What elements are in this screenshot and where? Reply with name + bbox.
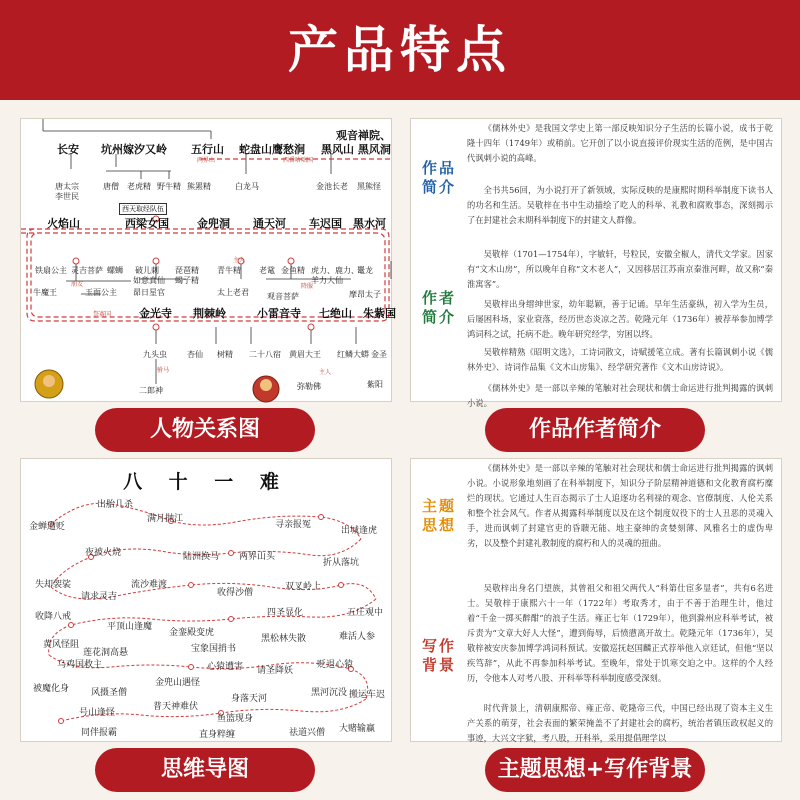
character-name: 黑熊怪 — [357, 182, 381, 191]
relation-tag: 朋友 — [71, 281, 84, 288]
paragraph: 《儒林外史》是一部以辛辣的笔触对社会现状和儒士命运进行批判揭露的讽刺小说。 — [467, 383, 773, 408]
paragraph: 吴敬梓出身缙绅世家，幼年聪颖，善于记诵。早年生活豪纵，初入学为生员，后屡困科场，家业衰落，经历世态炎凉之苦。乾隆元年（1736年）被荐举参加博学鸿词科之试，托病不赴。晚年研究经学，穷困以终。 — [467, 299, 773, 339]
mindmap-node: 失却袈裟 — [35, 580, 72, 590]
character-name: 老虎精 — [127, 182, 151, 191]
character-name: 弥勒佛 — [297, 382, 321, 391]
character-name: 昴日星官 — [133, 288, 165, 297]
character-name: 灵吉菩萨 — [71, 266, 103, 275]
mindmap-node: 夜被火烧 — [85, 548, 122, 558]
author-panel — [410, 118, 782, 408]
mindmap-node: 号山逢怪 — [79, 708, 116, 718]
relation-tag: 降服 — [301, 283, 314, 290]
relations-caption: 人物关系图 — [95, 408, 315, 452]
place-label: 小雷音寺 — [257, 307, 301, 320]
author-intro-tag — [417, 287, 461, 329]
mindmap-node: 鱼篮现身 — [217, 714, 254, 724]
author-caption: 作品作者简介 — [485, 408, 705, 452]
character-name: 白龙马 — [235, 182, 259, 191]
paragraph: 时代背景上，清朝康熙帝、雍正帝、乾隆帝三代，中国已经出现了资本主义生产关系的萌芽，社会表面的繁荣掩盖不了封建社会的腐朽，统治者镇压政权起义的事迹，大兴文字狱，考八股，开科举，采用提倡理学以 — [467, 703, 773, 743]
character-name: 九头虫 — [143, 350, 167, 359]
mindmap-path — [21, 459, 391, 741]
mindmap-node: 金蝉遭贬 — [29, 522, 66, 532]
mindmap-panel — [20, 458, 392, 742]
place-label: 金光寺 — [139, 307, 172, 320]
character-name: 唐僧 — [103, 182, 119, 191]
mindmap-node: 金兜山遇怪 — [155, 678, 201, 688]
mindmap-node: 两界山头 — [239, 552, 276, 562]
place-label: 黑水河 — [353, 217, 386, 230]
mindmap-node: 祛道兴僧 — [289, 728, 326, 738]
character-name: 破儿刺 — [135, 266, 159, 275]
mindmap-node: 折从落坑 — [323, 558, 360, 568]
mindmap-node: 五庄观中 — [347, 608, 384, 618]
relation-tag: 主人 — [319, 369, 332, 376]
character-name: 摩昂太子 — [349, 290, 381, 299]
paragraph: 《儒林外史》是我国文学史上第一部反映知识分子生活的长篇小说，成书于乾隆十四年（1749年）或稍前。它开创了以小说直接评价现实生活的范例，是中国古代讽刺小说的高峰。 — [467, 123, 773, 163]
character-name: 紫阳 — [367, 380, 383, 389]
mindmap-node: 四圣显化 — [267, 608, 304, 618]
mindmap-node: 黄风怪阻 — [43, 640, 80, 650]
character-name: 虎力、鹿力、 — [311, 266, 359, 275]
tag-line: 简介 — [421, 178, 456, 196]
relation-tag: 两界山 — [197, 157, 216, 164]
paragraph: 《儒林外史》是一部以辛辣的笔触对社会现状和儒士命运进行批判揭露的讽刺小说。小说形象地刻画了在科举制度下，知识分子阶层精神道德和文化教育腐朽糜烂的现状。它通过人生百态揭示了士人追逐功名利禄的观念、官僚制度、人伦关系和整个社会风气。作者从揭露科举制度以及在这个制度奴役下的士人丑恶的灵魂入手，进而讽刺了封建官吏的昏聩无能、地主豪绅的贪婪刻薄、风雅名士的虚伪卑劣，以及整个封建礼教制度的腐朽和人的灵魂的扭曲。 — [467, 463, 773, 548]
character-name: 红鳞大蟒 — [337, 350, 369, 359]
relation-tag: 祭赛国 — [93, 311, 112, 318]
mindmap-node: 莲花洞高悬 — [83, 648, 129, 658]
tag-line: 主题 — [421, 497, 456, 515]
relation-tag: 主人 — [233, 257, 246, 264]
work-intro-tag — [417, 157, 461, 199]
mindmap-node: 难活人参 — [339, 632, 376, 642]
mindmap-node: 同伴报霸 — [81, 728, 118, 738]
paragraph: 吴敬梓（1701—1754年），字敏轩，号粒民，安徽全椒人，清代文学家。因家有“文木山房”，所以晚年自称“文木老人”，又因移居江苏南京秦淮河畔，故又称“秦淮寓客”。 — [467, 249, 773, 289]
background-tag — [417, 635, 461, 677]
relation-tag: 驸马 — [157, 367, 170, 374]
place-label: 荆棘岭 — [193, 307, 226, 320]
mindmap-node: 出胎几杀 — [97, 500, 134, 510]
mindmap-node: 贬退心猿 — [317, 660, 354, 670]
mindmap-node: 平顶山逢魔 — [107, 622, 153, 632]
tag-line: 简介 — [421, 308, 456, 326]
character-name: 二郎神 — [139, 386, 163, 395]
mindmap-node: 宝象国捎书 — [191, 644, 237, 654]
mindmap-node: 双叉岭上 — [285, 582, 322, 592]
mindmap-caption: 思维导图 — [95, 748, 315, 792]
character-name: 如意真仙 — [133, 276, 165, 285]
paragraph: 全书共56回，为小说打开了新领域，实际反映的是康熙时期科举制度下读书人的功名和生活。吴敬梓在书中生动描绘了吃人的科举、礼教和腐败事态，深刻揭示了在封建社会末期科举制度下的封建文人群像。 — [467, 185, 773, 225]
place-label: 黑风山 黑风洞 — [321, 143, 391, 156]
tag-line: 写作 — [421, 637, 456, 655]
character-name: 青牛精 — [217, 266, 241, 275]
character-name: 树精 — [217, 350, 233, 359]
group-box: 西天取经队伍 — [119, 203, 167, 215]
mindmap-node: 搬运车迟 — [349, 690, 386, 700]
character-name: 羊力大仙 — [311, 276, 343, 285]
theme-caption: 主题思想+写作背景 — [485, 748, 705, 792]
relation-tag: 西番哈咄国 — [283, 157, 314, 164]
character-name: 二十八宿 — [249, 350, 281, 359]
page-title: 产品特点 — [0, 0, 800, 100]
tag-line: 作者 — [421, 289, 456, 307]
place-label: 五行山 — [191, 143, 224, 156]
character-name: 杏仙 — [187, 350, 203, 359]
character-name: 黄眉大王 — [289, 350, 321, 359]
tag-line: 思想 — [421, 516, 456, 534]
mindmap-node: 陆洲换马 — [183, 552, 220, 562]
place-label: 坑州嫁汐又岭 — [101, 143, 167, 156]
character-name: 铁扇公主 — [35, 266, 67, 275]
character-name: 金圣 — [371, 350, 387, 359]
mindmap-node: 普天神难伏 — [153, 702, 199, 712]
place-label: 西梁女国 — [125, 217, 169, 230]
theme-tag — [417, 495, 461, 537]
mindmap-node: 身落天河 — [231, 694, 268, 704]
tag-line: 作品 — [421, 159, 456, 177]
mindmap-title: 八 十 一 难 — [123, 471, 289, 493]
mindmap-node: 出城逢虎 — [341, 526, 378, 536]
mindmap-node: 黑河沉没 — [311, 688, 348, 698]
character-name: 金鱼精 — [281, 266, 305, 275]
character-name: 琵琶精 — [175, 266, 199, 275]
mindmap-node: 金銮殿变虎 — [169, 628, 215, 638]
mindmap-node: 流沙难渡 — [131, 580, 168, 590]
relations-panel — [20, 118, 396, 402]
place-label: 观音禅院、 — [336, 129, 391, 142]
mindmap-node: 请求灵吉 — [81, 592, 118, 602]
place-label: 七绝山 — [319, 307, 352, 320]
theme-panel — [410, 458, 782, 742]
mindmap-node: 寻亲报冤 — [275, 520, 312, 530]
place-label: 车迟国 — [309, 217, 342, 230]
character-name: 牛魔王 — [33, 288, 57, 297]
character-name: 野牛精 — [157, 182, 181, 191]
mindmap-node: 黑松林失散 — [261, 634, 307, 644]
mindmap-node: 请圣降妖 — [257, 666, 294, 676]
character-name: 老鼋 — [259, 266, 275, 275]
mindmap-node: 满月抛江 — [147, 514, 184, 524]
character-name: 玉面公主 — [85, 288, 117, 297]
place-label: 火焰山 — [47, 217, 80, 230]
mindmap-node: 心猿遭害 — [207, 662, 244, 672]
mindmap-node: 被魔化身 — [33, 684, 70, 694]
mindmap-node: 大赌输赢 — [339, 724, 376, 734]
place-label: 通天河 — [253, 217, 286, 230]
mindmap-node: 风摄圣僧 — [91, 688, 128, 698]
character-name: 蝎子精 — [175, 276, 199, 285]
place-label: 朱紫国 — [363, 307, 396, 320]
mindmap-node: 乌鸡国救主 — [57, 660, 103, 670]
mindmap-node: 收得沙僧 — [217, 588, 254, 598]
mindmap-node: 收降八戒 — [35, 612, 72, 622]
character-name: 观音菩萨 — [267, 292, 299, 301]
character-name: 太上老君 — [217, 288, 249, 297]
place-label: 金兜洞 — [197, 217, 230, 230]
character-name: 熊罴精 — [187, 182, 211, 191]
character-name: 金池长老 — [316, 182, 348, 191]
character-name: 李世民 — [55, 192, 79, 201]
tag-line: 背景 — [421, 656, 456, 674]
character-name: 唐太宗 — [55, 182, 79, 191]
place-label: 长安 — [57, 143, 79, 156]
paragraph: 吴敬梓出身名门望族，其曾祖父和祖父两代人“科第仕宦多显者”，共有6名进士。吴敬梓于康熙六十一年（1722年）考取秀才，由于不善于治理生计，他过着“千金一掷买醉酣”的浪子生活。雍正七年（1729年），他到滁州应科举考试，被斥责为“文章大好人大怪”，遭到侮辱，后愤懑离开故土。乾隆元年（1736年），吴敬梓被安庆参加博学鸿词科预试。安徽巡抚赵国麟正式荐举他入京廷试，但他“坚以疾笃辞”，从此不再参加科举考试。至晚年，常处于饥寒交迫之中。这样的个人经历，令他本人对考八股、开科举等科举制度感受深刻。 — [467, 583, 773, 683]
character-name: 螺蛳 — [107, 266, 123, 275]
paragraph: 吴敬梓精熟《昭明文选》，工诗词散文，诗赋援笔立成。著有长篇讽刺小说《儒林外史》、诗词作品集《文木山房集》、经学研究著作《文木山房诗说》。 — [467, 347, 773, 372]
mindmap-node: 直身粹缠 — [199, 730, 236, 740]
place-label: 蛇盘山鹰愁涧 — [239, 143, 305, 156]
character-name: 鼍龙 — [357, 266, 373, 275]
